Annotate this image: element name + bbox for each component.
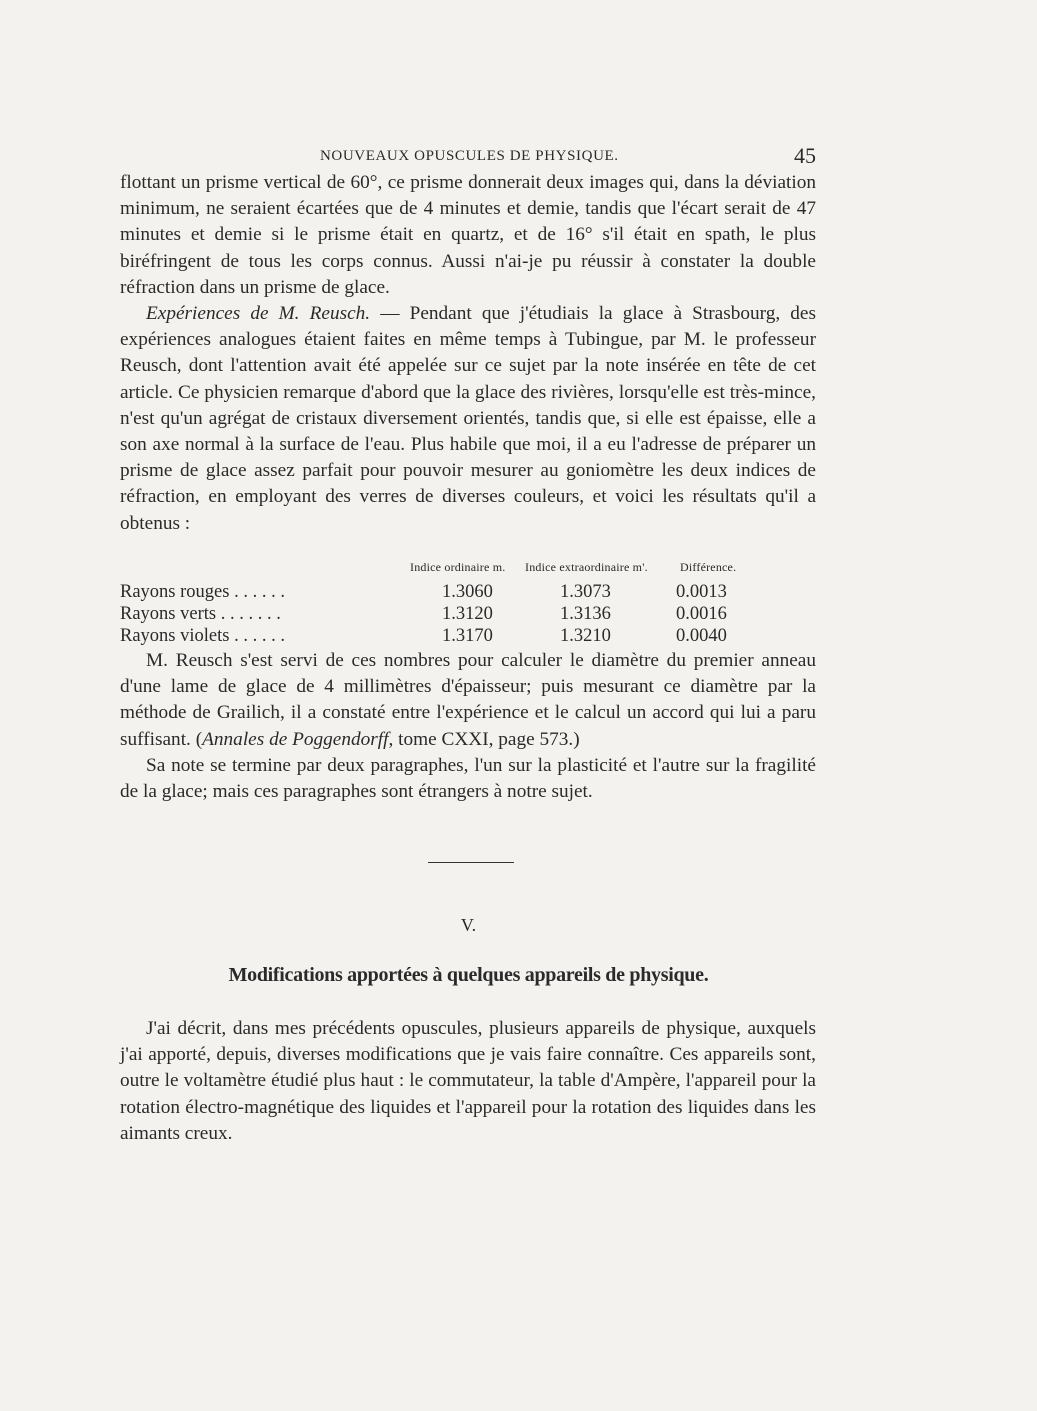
- cell-extraordinaire: 1.3136: [560, 604, 611, 624]
- paragraph-lead: Expériences de M. Reusch.: [146, 303, 371, 325]
- cell-ordinaire: 1.3120: [442, 604, 493, 624]
- table-row: [120, 582, 760, 604]
- section-number: V.: [460, 915, 477, 935]
- section-divider: [428, 862, 514, 863]
- column-header: Indice extraordinaire m'.: [525, 560, 648, 574]
- cell-ordinaire: 1.3170: [442, 626, 493, 646]
- table-row: [120, 626, 760, 648]
- table-row: [120, 604, 760, 626]
- cell-extraordinaire: 1.3210: [560, 626, 611, 646]
- paragraph-body: — Pendant que j'étudiais la glace à Strasbourg, des expériences analogues étaient faites en même temps à Tubingue, par M. le professeur Reusch, dont l'attention avait été appelée sur ce sujet par la note insérée en tête de cet article. Ce physicien remarque d'abord que la glace des rivières, lorsqu'elle est très-mince, n'est qu'un agrégat de cristaux diversement orientés, tandis que, si elle est épaisse, elle a son axe normal à la surface de l'eau. Plus habile que moi, il a eu l'adresse de préparer un prisme de glace assez parfait pour pouvoir mesurer au goniomètre les deux indices de réfraction, en employant des verres de diverses couleurs, et voici les résultats qu'il a obtenus :: [120, 303, 816, 534]
- column-header: Différence.: [680, 560, 737, 574]
- cell-difference: 0.0016: [676, 604, 727, 624]
- paragraph-text: M. Reusch s'est servi de ces nombres pour calculer le diamètre du premier anneau d'une lame de glace de 4 millimètres d'épaisseur; puis mesurant ce diamètre par la méthode de Grailich, il a constaté entre l'expérience et le calcul un accord qui lui a paru suffisant. (: [120, 650, 816, 750]
- cell-ordinaire: 1.3060: [442, 582, 493, 602]
- column-header: Indice ordinaire m.: [410, 560, 506, 574]
- running-title: NOUVEAUX OPUSCULES DE PHYSIQUE.: [320, 148, 619, 164]
- running-head: [120, 143, 816, 170]
- cell-extraordinaire: 1.3073: [560, 582, 611, 602]
- paragraph-note-end: Sa note se termine par deux paragraphes, l'un sur la plasticité et l'autre sur la fragilité de la glace; mais ces paragraphes sont étrangers à notre sujet.: [120, 754, 816, 803]
- citation: Annales de Poggendorff: [202, 728, 389, 750]
- section-heading: Modifications apportées à quelques appareils de physique.: [228, 964, 709, 986]
- row-label: Rayons rouges . . . . . .: [120, 582, 285, 602]
- text-block-middle: [120, 648, 816, 805]
- text-block-top: [120, 170, 816, 537]
- text-block-bottom: [120, 1016, 816, 1147]
- results-table: [120, 560, 760, 648]
- paragraph-calculation: [120, 648, 816, 753]
- table-header: [120, 560, 760, 582]
- cell-difference: 0.0040: [676, 626, 727, 646]
- row-label: Rayons verts . . . . . . .: [120, 604, 281, 624]
- cell-difference: 0.0013: [676, 582, 727, 602]
- page-number: 45: [794, 143, 816, 168]
- row-label: Rayons violets . . . . . .: [120, 626, 285, 646]
- paragraph-continuation: flottant un prisme vertical de 60°, ce prisme donnerait deux images qui, dans la déviation minimum, ne seraient écartées que de 4 minutes et demie, tandis que l'écart serait de 47 minutes et demie si le prisme était en quartz, et de 16° s'il était en spath, le plus biréfringent de tous les corps connus. Aussi n'ai-je pu réussir à constater la double réfraction dans un prisme de glace.: [120, 172, 816, 298]
- paragraph-reusch: [120, 301, 816, 537]
- paragraph-section-intro: J'ai décrit, dans mes précédents opuscules, plusieurs appareils de physique, auxquels j'ai apporté, depuis, diverses modifications que je vais faire connaître. Ces appareils sont, outre le voltamètre étudié plus haut : le commutateur, la table d'Ampère, l'appareil pour la rotation électro-magnétique des liquides et l'appareil pour la rotation des liquides dans les aimants creux.: [120, 1018, 816, 1144]
- paragraph-text: , tome CXXI, page 573.): [388, 728, 580, 750]
